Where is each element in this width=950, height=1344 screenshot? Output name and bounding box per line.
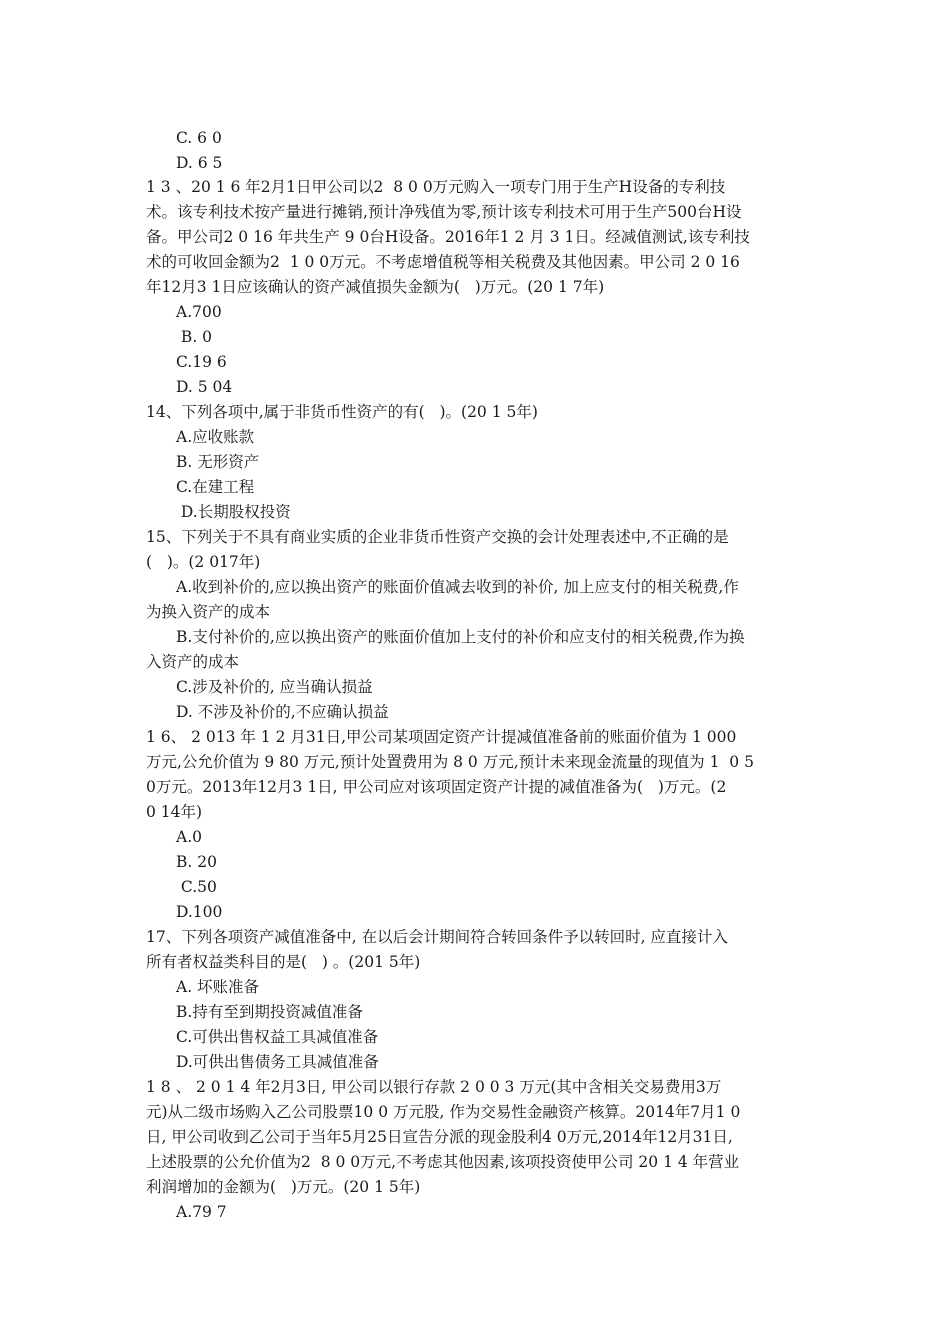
question-text-continued: 日, 甲公司收到乙公司于当年5月25日宣告分派的现金股利4 0万元,2014年12月31日, [146, 1128, 733, 1146]
answer-option: D. 不涉及补价的,不应确认损益 [176, 703, 389, 721]
answer-option: C.在建工程 [176, 478, 255, 496]
answer-option: A.0 [176, 828, 202, 846]
answer-option: B. 无形资产 [176, 453, 260, 471]
question-text-continued: 元)从二级市场购入乙公司股票10 0 万元股, 作为交易性金融资产核算。2014年7月1 0 [146, 1103, 741, 1121]
question-text: 14、下列各项中,属于非货币性资产的有( )。(20 1 5年) [146, 403, 538, 421]
answer-option: D. 5 04 [176, 378, 233, 396]
question-text-continued: 0万元。2013年12月3 1日, 甲公司应对该项固定资产计提的减值准备为( )万元。(2 [146, 778, 727, 796]
answer-option: A.收到补价的,应以换出资产的账面价值减去收到的补价, 加上应支付的相关税费,作 [176, 578, 739, 596]
answer-option: D. 6 5 [176, 154, 223, 172]
answer-option: D.100 [176, 903, 223, 921]
answer-option: C.50 [176, 878, 217, 896]
question-text-continued: 万元,公允价值为 9 80 万元,预计处置费用为 8 0 万元,预计未来现金流量的现值为 1 0 5 [146, 753, 754, 771]
question-text-continued: 入资产的成本 [146, 653, 240, 671]
question-text: 17、下列各项资产减值准备中, 在以后会计期间符合转回条件予以转回时, 应直接计入 [146, 928, 728, 946]
answer-option: D.长期股权投资 [176, 503, 291, 521]
answer-option: B.持有至到期投资减值准备 [176, 1003, 363, 1021]
question-text: 1 6、 2 013 年 1 2 月31日,甲公司某项固定资产计提减值准备前的账面价值为 1 000 [146, 728, 737, 746]
question-text-continued: 术的可收回金额为2 1 0 0万元。不考虑增值税等相关税费及其他因素。甲公司 2 0 16 [146, 253, 740, 271]
question-text-continued: 所有者权益类科目的是( ) 。(201 5年) [146, 953, 421, 971]
question-text-continued: 术。该专利技术按产量进行摊销,预计净残值为零,预计该专利技术可用于生产500台H设 [146, 203, 742, 221]
question-text-continued: 为换入资产的成本 [146, 603, 271, 621]
question-text-continued: 利润增加的金额为( )万元。(20 1 5年) [146, 1178, 421, 1196]
answer-option: B. 20 [176, 853, 217, 871]
answer-option: C.涉及补价的, 应当确认损益 [176, 678, 373, 696]
question-text: 1 3 、20 1 6 年2月1日甲公司以2 8 0 0万元购入一项专门用于生产H设备的专利技 [146, 178, 726, 196]
answer-option: A. 坏账准备 [176, 978, 260, 996]
answer-option: B.支付补价的,应以换出资产的账面价值加上支付的补价和应支付的相关税费,作为换 [176, 628, 745, 646]
question-text: 1 8 、 2 0 1 4 年2月3日, 甲公司以银行存款 2 0 0 3 万元(其中含相关交易费用3万 [146, 1078, 722, 1096]
question-text: 15、下列关于不具有商业实质的企业非货币性资产交换的会计处理表述中,不正确的是 [146, 528, 729, 546]
answer-option: C.19 6 [176, 353, 227, 371]
answer-option: A.79 7 [176, 1203, 227, 1221]
answer-option: A.应收账款 [176, 428, 255, 446]
answer-option: C.可供出售权益工具减值准备 [176, 1028, 379, 1046]
question-text-continued: 年12月3 1日应该确认的资产减值损失金额为( )万元。(20 1 7年) [146, 278, 605, 296]
question-text-continued: 上述股票的公允价值为2 8 0 0万元,不考虑其他因素,该项投资使甲公司 20 1 4 年营业 [146, 1153, 740, 1171]
answer-option: C. 6 0 [176, 129, 222, 147]
answer-option: A.700 [176, 303, 222, 321]
answer-option: D.可供出售债务工具减值准备 [176, 1053, 379, 1071]
question-text-continued: ( )。(2 017年) [146, 553, 261, 571]
question-text-continued: 备。甲公司2 0 16 年共生产 9 0台H设备。2016年1 2 月 3 1日。经减值测试,该专利技 [146, 228, 750, 246]
answer-option: B. 0 [176, 328, 213, 346]
question-text-continued: 0 14年) [146, 803, 203, 821]
